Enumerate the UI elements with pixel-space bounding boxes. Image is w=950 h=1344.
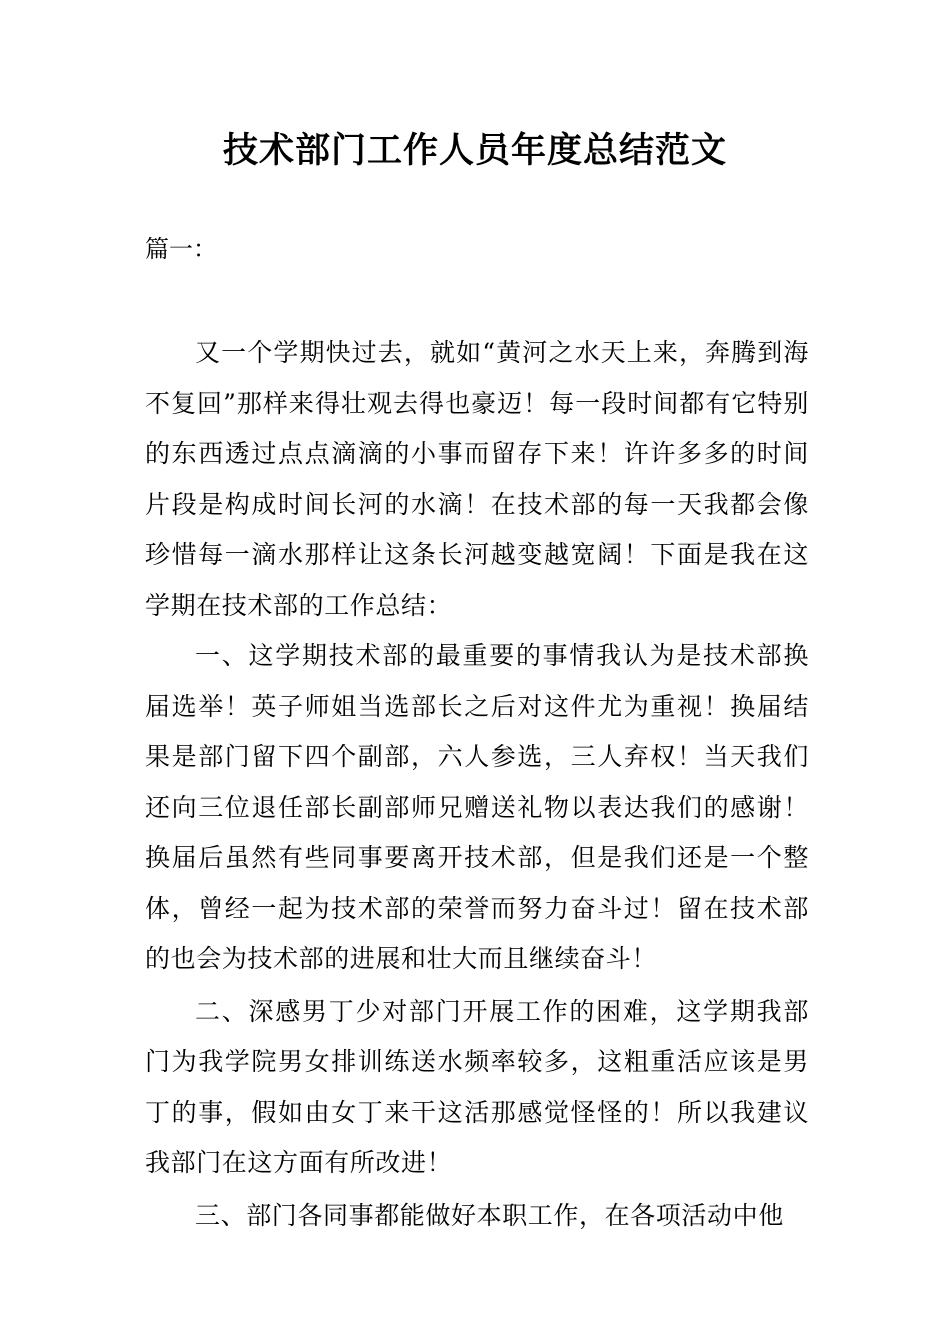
paragraph-point-two: 二、深感男丁少对部门开展工作的困难，这学期我部门为我学院男女排训练送水频率较多，这粗重活应该是男丁的事，假如由女丁来干这活那感觉怪怪的！所以我建议我部门在这方面有所改进！ [145,996,809,1177]
section-label: 篇一： [145,235,217,263]
paragraph-point-three: 三、部门各同事都能做好本职工作，在各项活动中他 [195,1200,784,1230]
document-body [145,328,809,1241]
paragraph-intro: 又一个学期快过去，就如“黄河之水天上来，奔腾到海不复回”那样来得壮观去得也豪迈！每一段时间都有它特别的东西透过点点滴滴的小事而留存下来！许许多多的时间片段是构成时间长河的水滴！在技术部的每一天我都会像珍惜每一滴水那样让这条长河越变越宽阔！下面是我在这学期在技术部的工作总结： [145,338,809,620]
document-title: 技术部门工作人员年度总结范文 [222,131,727,171]
paragraph-point-one: 一、这学期技术部的最重要的事情我认为是技术部换届选举！英子师姐当选部长之后对这件尤为重视！换届结果是部门留下四个副部，六人参选，三人弃权！当天我们还向三位退任部长副部师兄赠送礼物以表达我们的感谢！换届后虽然有些同事要离开技术部，但是我们还是一个整体，曾经一起为技术部的荣誉而努力奋斗过！留在技术部的也会为技术部的进展和壮大而且继续奋斗！ [145,641,809,973]
